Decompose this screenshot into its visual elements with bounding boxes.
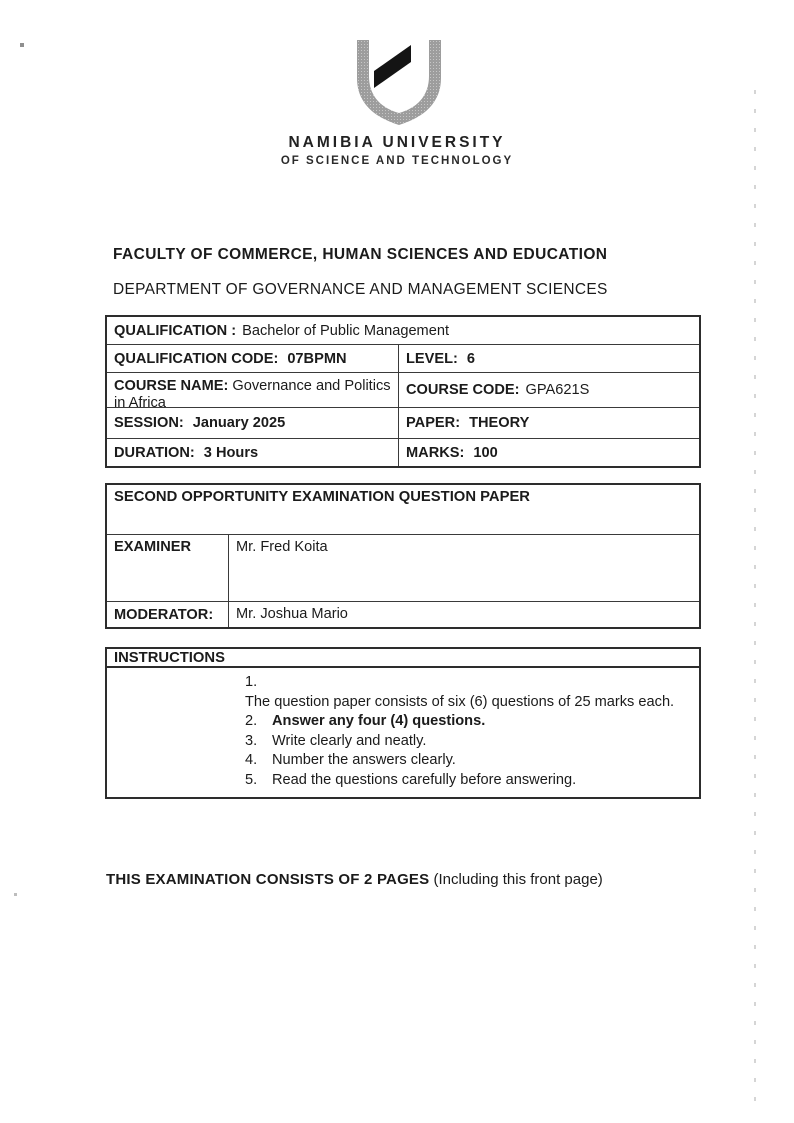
- qualification-code-value: 07BPMN: [287, 350, 347, 367]
- marks-label: MARKS:: [406, 444, 465, 461]
- page-count-normal: (Including this front page): [433, 871, 603, 888]
- marks-value: 100: [473, 444, 498, 461]
- instruction-number: 5.: [245, 771, 258, 788]
- instruction-item: [107, 712, 695, 732]
- examiner-row: [107, 534, 699, 601]
- exam-paper-title: SECOND OPPORTUNITY EXAMINATION QUESTION PAPER: [114, 489, 530, 505]
- session-cell: [107, 408, 398, 438]
- course-name-value: Governance and Politics in Africa: [114, 378, 391, 411]
- examiner-table: [105, 483, 701, 629]
- marks-cell: [398, 439, 699, 466]
- examiner-value: Mr. Fred Koita: [228, 535, 699, 601]
- level-cell: [398, 345, 699, 372]
- instruction-number: 2.: [245, 713, 258, 729]
- scan-artifact: [14, 893, 17, 896]
- instructions-list: [107, 668, 699, 797]
- course-code-value: GPA621S: [525, 382, 590, 398]
- course-name-row: [107, 372, 699, 411]
- moderator-row: [107, 601, 699, 627]
- instructions-title: INSTRUCTIONS: [107, 649, 699, 668]
- department-heading: DEPARTMENT OF GOVERNANCE AND MANAGEMENT SCIENCES: [113, 281, 608, 298]
- instruction-item: [107, 771, 695, 791]
- scan-artifact: [20, 43, 24, 47]
- moderator-label: MODERATOR:: [114, 606, 214, 623]
- qualification-code-row: [107, 344, 699, 372]
- page-count-note: [106, 871, 603, 888]
- duration-label: DURATION:: [114, 444, 195, 461]
- paper-label: PAPER:: [406, 415, 461, 431]
- session-label: SESSION:: [114, 415, 184, 431]
- qualification-value: Bachelor of Public Management: [242, 322, 450, 339]
- duration-cell: [107, 439, 398, 466]
- qualification-code-label: QUALIFICATION CODE:: [114, 350, 279, 367]
- level-value: 6: [466, 350, 476, 367]
- course-code-cell: [398, 373, 699, 407]
- instructions-table: [105, 647, 701, 799]
- university-tagline: OF SCIENCE AND TECHNOLOGY: [280, 155, 514, 167]
- examiner-label: EXAMINER: [114, 539, 192, 555]
- university-wordmark: [0, 134, 794, 167]
- instruction-text: Answer any four (4) questions.: [272, 713, 486, 729]
- paper-value: THEORY: [469, 415, 530, 431]
- faculty-heading: FACULTY OF COMMERCE, HUMAN SCIENCES AND EDUCATION: [113, 246, 608, 263]
- course-info-table: [105, 315, 701, 468]
- instruction-text: Write clearly and neatly.: [272, 732, 427, 749]
- qualification-code-cell: [107, 345, 398, 372]
- instruction-item: [107, 732, 695, 752]
- duration-row: [107, 438, 699, 466]
- shield-band: [357, 40, 441, 125]
- instruction-text: Read the questions carefully before answering.: [272, 771, 577, 788]
- qualification-row: [107, 317, 699, 344]
- qualification-label: QUALIFICATION :: [114, 322, 237, 339]
- duration-value: 3 Hours: [203, 444, 259, 461]
- paper-cell: [398, 408, 699, 438]
- course-name-cell: [107, 373, 398, 411]
- parallelogram-mark: [374, 45, 411, 88]
- instruction-number: 1.: [245, 674, 258, 690]
- instruction-item: [107, 751, 695, 771]
- instruction-text: Number the answers clearly.: [272, 752, 456, 768]
- moderator-value: Mr. Joshua Mario: [228, 602, 699, 627]
- course-name-label: COURSE NAME:: [114, 378, 229, 394]
- session-row: [107, 407, 699, 438]
- exam-title-row: [107, 485, 699, 534]
- instruction-number: 4.: [245, 752, 258, 768]
- instruction-number: 3.: [245, 732, 258, 749]
- university-shield-logo-icon: [357, 40, 441, 126]
- university-name: NAMIBIA UNIVERSITY: [288, 134, 506, 151]
- page-count-bold: THIS EXAMINATION CONSISTS OF 2 PAGES: [106, 871, 430, 888]
- qualification-cell: [107, 317, 699, 344]
- session-value: January 2025: [192, 415, 286, 431]
- course-code-label: COURSE CODE:: [406, 382, 520, 398]
- instruction-item: [107, 673, 695, 712]
- instruction-text: The question paper consists of six (6) questions of 25 marks each.: [245, 693, 675, 710]
- scan-edge-noise: [754, 90, 756, 1105]
- level-label: LEVEL:: [406, 350, 458, 367]
